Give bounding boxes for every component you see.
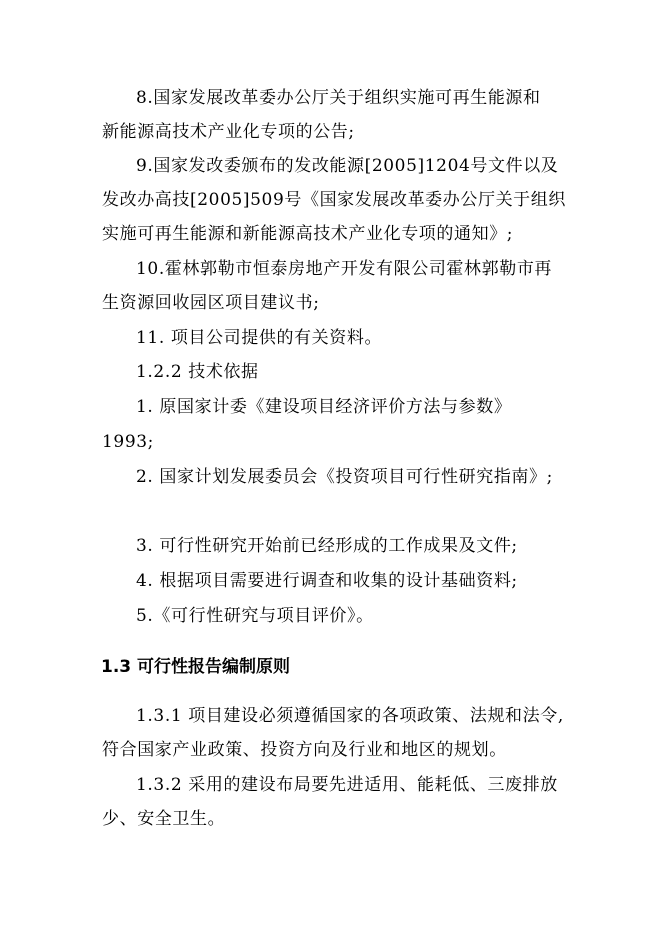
principle-1-line-2: 符合国家产业政策、投资方向及行业和地区的规划。 — [102, 740, 507, 760]
principle-2-line-1: 1.3.2 采用的建设布局要先进适用、能耗低、三废排放 — [136, 775, 558, 795]
reference-item-9-line-2: 发改办高技[2005]509号《国家发展改革委办公厅关于组织 — [102, 190, 566, 210]
reference-item-8-line-2: 新能源高技术产业化专项的公告; — [102, 122, 355, 142]
reference-item-11: 11. 项目公司提供的有关资料。 — [136, 328, 383, 348]
reference-item-8-line-1: 8.国家发展改革委办公厅关于组织实施可再生能源和 — [136, 88, 541, 108]
technical-basis-item-4: 4. 根据项目需要进行调查和收集的设计基础资料; — [136, 571, 518, 591]
reference-item-10-line-1: 10.霍林郭勒市恒泰房地产开发有限公司霍林郭勒市再 — [136, 259, 553, 279]
technical-basis-item-1-line-2: 1993; — [102, 432, 154, 452]
section-1-3-heading: 1.3 可行性报告编制原则 — [101, 657, 291, 677]
principle-1-line-1: 1.3.1 项目建设必须遵循国家的各项政策、法规和法令, — [136, 706, 564, 726]
reference-item-9-line-3: 实施可再生能源和新能源高技术产业化专项的通知》; — [102, 224, 514, 244]
reference-item-9-line-1: 9.国家发改委颁布的发改能源[2005]1204号文件以及 — [136, 156, 559, 176]
principle-2-line-2: 少、安全卫生。 — [102, 809, 226, 829]
technical-basis-item-3: 3. 可行性研究开始前已经形成的工作成果及文件; — [136, 536, 518, 556]
technical-basis-item-5: 5.《可行性研究与项目评价》。 — [136, 606, 374, 626]
technical-basis-item-2: 2. 国家计划发展委员会《投资项目可行性研究指南》; — [136, 467, 553, 487]
technical-basis-item-1-line-1: 1. 原国家计委《建设项目经济评价方法与参数》 — [136, 397, 512, 417]
technical-basis-heading: 1.2.2 技术依据 — [136, 362, 259, 382]
reference-item-10-line-2: 生资源回收园区项目建议书; — [102, 293, 320, 313]
